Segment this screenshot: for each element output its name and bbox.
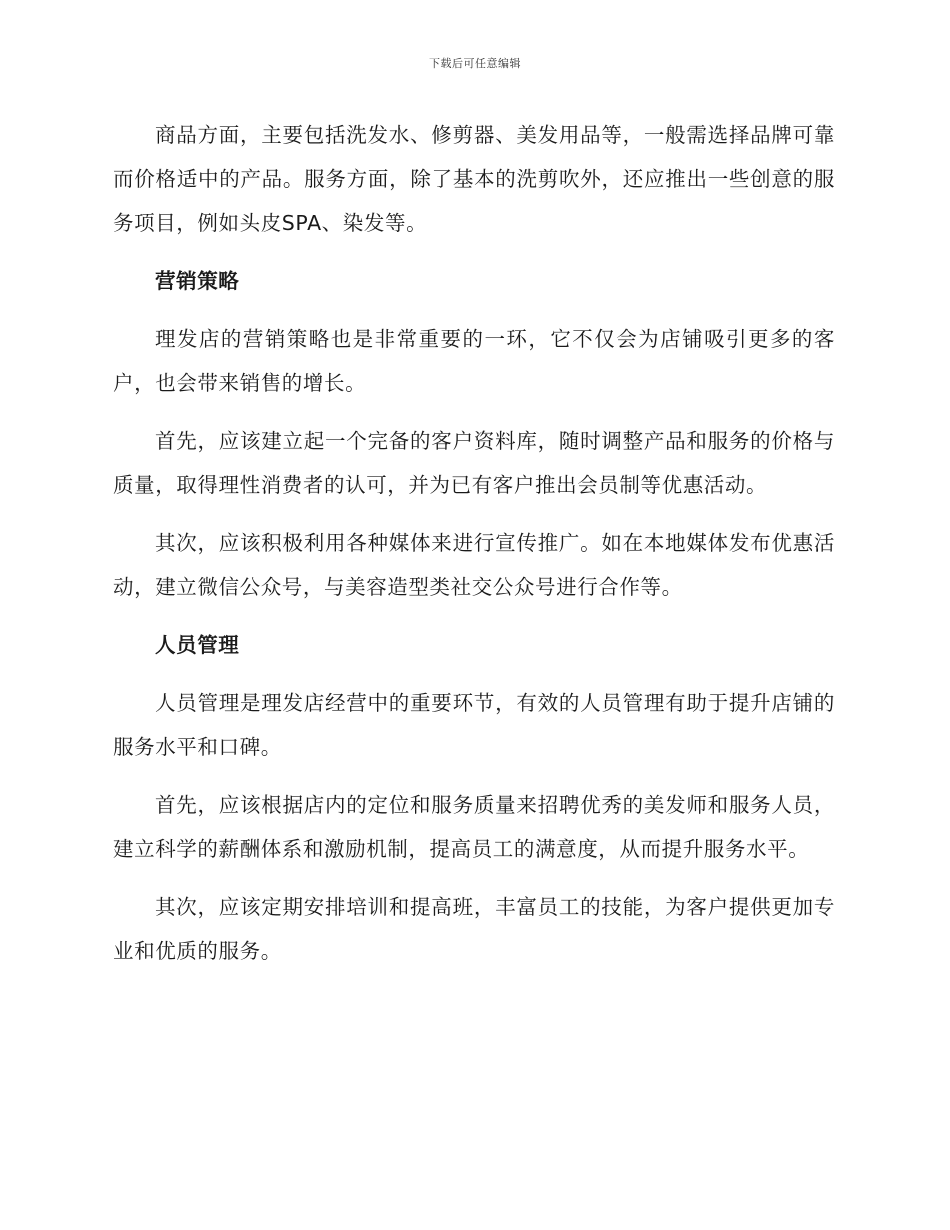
spacer	[113, 667, 835, 681]
document-body	[113, 113, 835, 973]
spacer	[113, 609, 835, 623]
paragraph-staff-second: 其次，应该定期安排培训和提高班，丰富员工的技能，为客户提供更加专业和优质的服务。	[113, 895, 835, 963]
spacer	[113, 405, 835, 419]
spacer	[113, 769, 835, 783]
spacer	[113, 303, 835, 317]
header-note: 下载后可任意编辑	[429, 57, 521, 70]
spacer	[113, 245, 835, 259]
paragraph-staff-first: 首先，应该根据店内的定位和服务质量来招聘优秀的美发师和服务人员，建立科学的薪酬体系和激励机制，提高员工的满意度，从而提升服务水平。	[113, 793, 835, 861]
spacer	[113, 507, 835, 521]
spacer	[113, 871, 835, 885]
paragraph-staff-intro: 人员管理是理发店经营中的重要环节，有效的人员管理有助于提升店铺的服务水平和口碑。	[113, 691, 835, 759]
paragraph-marketing-first: 首先，应该建立起一个完备的客户资料库，随时调整产品和服务的价格与质量，取得理性消费者的认可，并为已有客户推出会员制等优惠活动。	[113, 429, 835, 497]
paragraph-marketing-intro: 理发店的营销策略也是非常重要的一环，它不仅会为店铺吸引更多的客户，也会带来销售的增长。	[113, 327, 835, 395]
section-heading-staff: 人员管理	[155, 633, 240, 657]
paragraph-products-services: 商品方面，主要包括洗发水、修剪器、美发用品等，一般需选择品牌可靠而价格适中的产品。服务方面，除了基本的洗剪吹外，还应推出一些创意的服务项目，例如头皮SPA、染发等。	[113, 123, 835, 235]
section-heading-marketing: 营销策略	[155, 269, 240, 293]
paragraph-marketing-second: 其次，应该积极利用各种媒体来进行宣传推广。如在本地媒体发布优惠活动，建立微信公众号，与美容造型类社交公众号进行合作等。	[113, 531, 835, 599]
